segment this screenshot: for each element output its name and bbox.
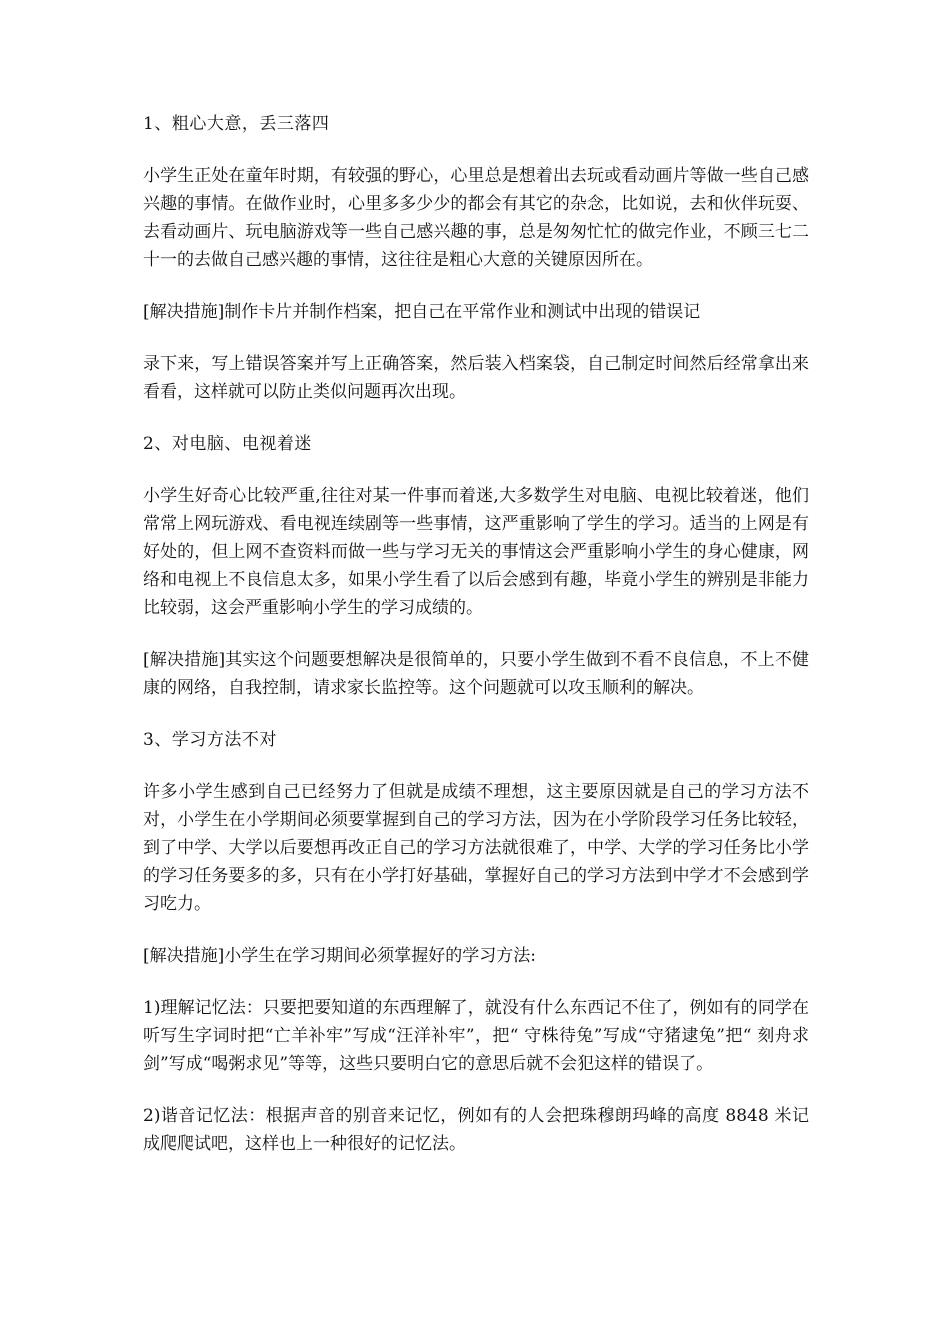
document-page	[143, 110, 809, 1182]
solution-paragraph-1b: 录下来，写上错误答案并写上正确答案，然后装入档案袋，自己制定时间然后经常拿出来看看，这样就可以防止类似问题再次出现。	[143, 354, 809, 402]
section-heading-3: 3、学习方法不对	[143, 730, 277, 750]
method-homophone-memory: 2)谐音记忆法：根据声音的别音来记忆，例如有的人会把珠穆朗玛峰的高度 8848 米记成爬爬试吧，这样也上一种很好的记忆法。	[143, 1106, 809, 1154]
method-understanding-memory: 1)理解记忆法：只要把要知道的东西理解了，就没有什么东西记不住了，例如有的同学在听写生字词时把“亡羊补牢”写成“汪洋补牢”，把“ 守株待兔”写成“守猪逮兔”把“ 刻舟求剑”写成“喝粥求见”等等，这些只要明白它的意思后就不会犯这样的错误了。	[143, 998, 809, 1074]
paragraph-carelessness: 小学生正处在童年时期，有较强的野心，心里总是想着出去玩或看动画片等做一些自己感兴趣的事情。在做作业时，心里多多少少的都会有其它的杂念，比如说，去和伙伴玩耍、去看动画片、玩电脑游戏等一些自己感兴趣的事，总是匆匆忙忙的做完作业，不顾三七二十一的去做自己感兴趣的事情，这往往是粗心大意的关键原因所在。	[143, 166, 809, 270]
section-heading-2: 2、对电脑、电视着迷	[143, 434, 312, 454]
solution-paragraph-1a: [解决措施]制作卡片并制作档案，把自己在平常作业和测试中出现的错误记	[143, 302, 701, 322]
solution-paragraph-2: [解决措施]其实这个问题要想解决是很简单的，只要小学生做到不看不良信息，不上不健康的网络，自我控制，请求家长监控等。这个问题就可以攻玉顺利的解决。	[143, 650, 809, 698]
solution-paragraph-3: [解决措施]小学生在学习期间必须掌握好的学习方法:	[143, 946, 536, 966]
paragraph-computer-tv: 小学生好奇心比较严重,往往对某一件事而着迷,大多数学生对电脑、电视比较着迷，他们常常上网玩游戏、看电视连续剧等一些事情，这严重影响了学生的学习。适当的上网是有好处的，但上网不查资料而做一些与学习无关的事情这会严重影响小学生的身心健康，网络和电视上不良信息太多，如果小学生看了以后会感到有趣，毕竟小学生的辨别是非能力比较弱，这会严重影响小学生的学习成绩的。	[143, 486, 809, 618]
section-heading-1: 1、粗心大意，丢三落四	[143, 114, 330, 134]
paragraph-study-method: 许多小学生感到自己已经努力了但就是成绩不理想，这主要原因就是自己的学习方法不对，小学生在小学期间必须要掌握到自己的学习方法，因为在小学阶段学习任务比较轻，到了中学、大学以后要想再改正自己的学习方法就很难了，中学、大学的学习任务比小学的学习任务要多的多，只有在小学打好基础，掌握好自己的学习方法到中学才不会感到学习吃力。	[143, 782, 809, 914]
